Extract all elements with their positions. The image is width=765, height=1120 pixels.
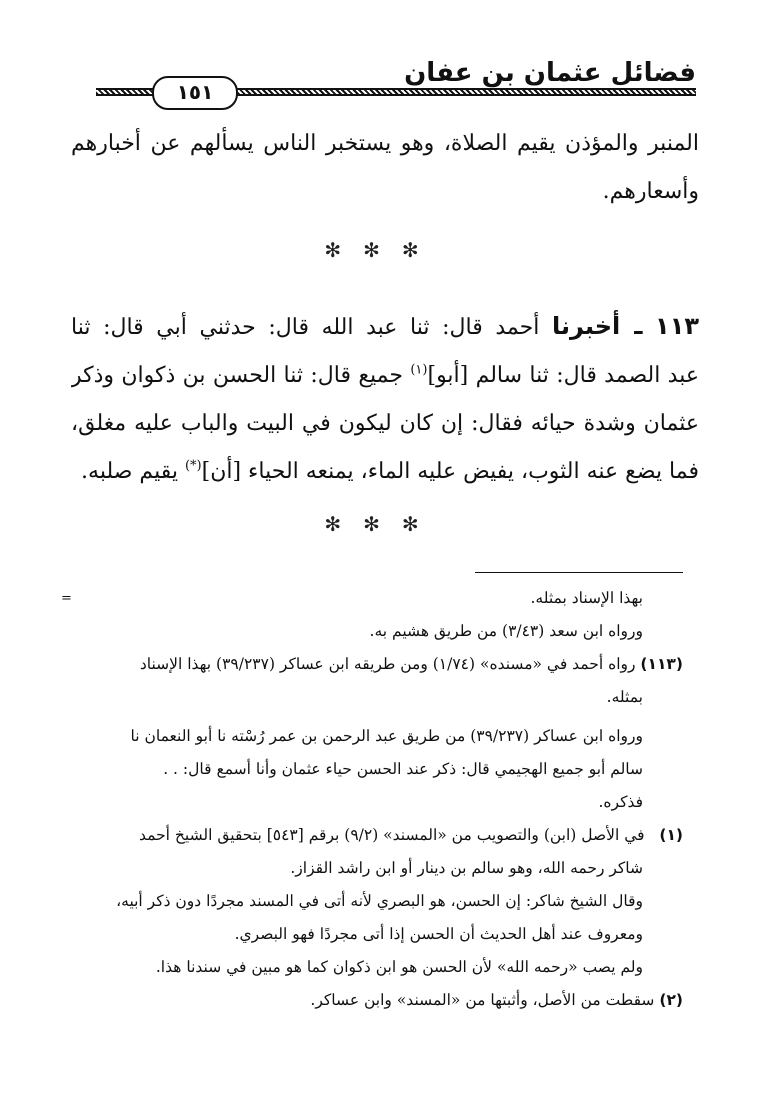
page-number: ١٥١ [152, 76, 238, 110]
footnote-line: فذكره. [598, 793, 643, 811]
footnote-line [79, 984, 683, 1017]
running-title: فضائل عثمان بن عفان [404, 58, 696, 88]
page-header [96, 58, 696, 102]
footnote-ref[interactable]: (١) [410, 362, 428, 378]
body-text: يقيم صلبه. [81, 459, 178, 484]
body-text: عبد الصمد قال: ثنا سالم [أبو] [427, 363, 699, 388]
footnote-label: (١١٣) [640, 655, 683, 673]
continuation-mark: = [61, 591, 72, 606]
separator-mark: ✻ [401, 238, 441, 262]
paragraph-continuation [71, 120, 699, 216]
footnote-line: وقال الشيخ شاكر: إن الحسن، هو البصري لأنه أتى في المسند مجردًا دون ذكر أبيه، [116, 892, 643, 910]
body-line: المنبر والمؤذن يقيم الصلاة، وهو يستخبر الناس يسألهم عن أخبارهم [71, 131, 699, 156]
footnote-113 [79, 648, 683, 819]
body-text: فما يضع عنه الثوب، يفيض عليه الماء، يمنعه الحياء [أن] [201, 459, 699, 484]
hadith-lead: ـ أخبرنا [551, 312, 643, 340]
footnote-1 [79, 819, 683, 984]
footnote-label: (١) [659, 826, 683, 844]
separator-mark: ✻ [324, 512, 364, 536]
footnote-label: (٢) [659, 991, 683, 1009]
footnote-text: في الأصل (ابن) والتصويب من «المسند» (٩/٢) برقم [٥٤٣] بتحقيق الشيخ أحمد [138, 826, 645, 844]
footnote-2 [79, 984, 683, 1017]
body-line [71, 302, 699, 352]
body-line [71, 448, 699, 496]
footnote-rule [475, 572, 683, 573]
body-text: جميع قال: ثنا الحسن بن ذكوان وذكر [71, 363, 403, 388]
section-separator [0, 238, 765, 262]
footnote-ref[interactable]: (*) [184, 458, 202, 474]
footnote-line [79, 819, 683, 852]
separator-mark: ✻ [363, 238, 402, 262]
separator-mark: ✻ [363, 512, 402, 536]
footnote-line [79, 648, 683, 681]
footnote-line: بهذا الإسناد بمثله. [530, 589, 643, 607]
footnote-line: ورواه ابن سعد (٣/٤٣) من طريق هشيم به. [369, 622, 643, 640]
footnote-text: رواه أحمد في «مسنده» (١/٧٤) ومن طريقه ابن عساكر (٣٩/٢٣٧) بهذا الإسناد [139, 655, 636, 673]
footnotes [61, 582, 683, 1017]
footnote-line: ورواه ابن عساكر (٣٩/٢٣٧) من طريق عبد الرحمن بن عمر رُسْته نا أبو النعمان نا [130, 727, 643, 745]
footnote-text: سقطت من الأصل، وأثبتها من «المسند» وابن عساكر. [310, 991, 655, 1009]
separator-mark: ✻ [324, 238, 364, 262]
body-line: وأسعارهم. [602, 179, 699, 204]
body-text: أحمد قال: ثنا عبد الله قال: حدثني أبي قال: ثنا [71, 315, 540, 340]
separator-mark: ✻ [401, 512, 441, 536]
footnote-line: سالم أبو جميع الهجيمي قال: ذكر عند الحسن حياء عثمان وأنا أسمع قال: . . [163, 760, 643, 778]
hadith-number: ١١٣ [655, 312, 699, 340]
footnote-line: شاكر رحمه الله، وهو سالم بن دينار أو ابن راشد القزاز. [290, 859, 643, 877]
footnote-continuation [61, 582, 683, 648]
footnote-line: ومعروف عند أهل الحديث أن الحسن إذا أتى مجردًا فهو البصري. [234, 925, 643, 943]
hadith-113 [71, 302, 699, 496]
body-line [71, 352, 699, 400]
section-separator [0, 512, 765, 536]
footnote-line: ولم يصب «رحمه الله» لأن الحسن هو ابن ذكوان كما هو مبين في سندنا هذا. [155, 958, 643, 976]
footnote-line: بمثله. [606, 688, 643, 706]
body-line: عثمان وشدة حيائه فقال: إن كان ليكون في البيت والباب عليه مغلق، [71, 411, 699, 436]
